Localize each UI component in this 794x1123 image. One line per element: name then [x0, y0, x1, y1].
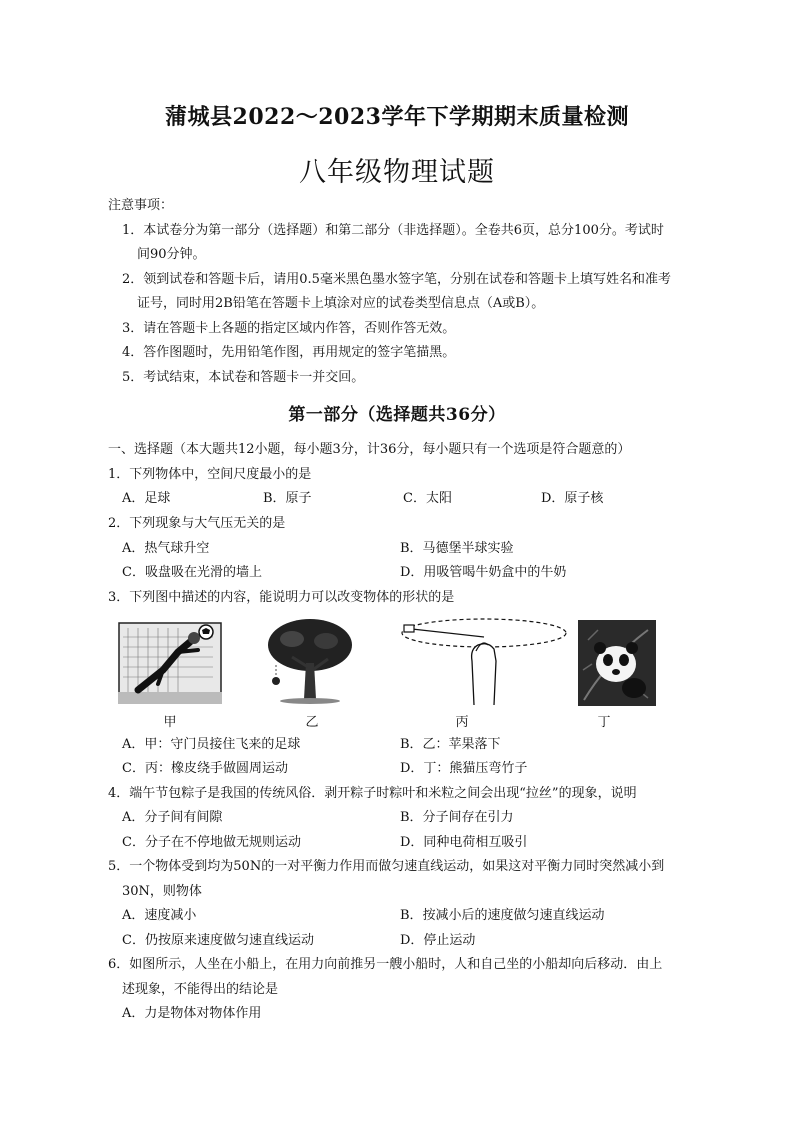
notice-item: 证号，同时用2B铅笔在答题卡上填涂对应的试卷类型信息点（A或B）。: [137, 296, 545, 311]
option-d: D．同种电荷相互吸引: [400, 835, 528, 850]
figure-caption: 乙: [305, 715, 319, 730]
option-d: D．原子核: [541, 491, 604, 506]
option-b: B．原子: [263, 491, 312, 506]
option-b: B．分子间存在引力: [400, 810, 514, 825]
question-stem-continued: 30N，则物体: [122, 884, 202, 899]
figure-caption: 丙: [455, 715, 469, 730]
option-d: D．停止运动: [400, 933, 476, 948]
option-c: C．吸盘吸在光滑的墙上: [122, 565, 262, 580]
question-stem-continued: 述现象，不能得出的结论是: [122, 982, 279, 997]
option-a: A．热气球升空: [122, 541, 210, 556]
figure-caption: 丁: [597, 715, 611, 730]
question-stem: 3．下列图中描述的内容，能说明力可以改变物体的形状的是: [108, 590, 455, 605]
notice-item: 1．本试卷分为第一部分（选择题）和第二部分（非选择题）。全卷共6页，总分100分。考试时: [122, 223, 664, 238]
notice-heading: 注意事项：: [108, 198, 174, 213]
notice-item: 2．领到试卷和答题卡后，请用0.5毫米黑色墨水签字笔，分别在试卷和答题卡上填写姓名和准考: [122, 272, 671, 287]
part1-title: 第一部分（选择题共36分）: [288, 405, 506, 425]
option-a: A．足球: [122, 491, 171, 506]
notice-item: 5．考试结束，本试卷和答题卡一并交回。: [122, 370, 365, 385]
option-a: A．分子间有间隙: [122, 810, 223, 825]
question-stem: 6．如图所示，人坐在小船上，在用力向前推另一艘小船时，人和自己坐的小船却向后移动．由上: [108, 957, 663, 972]
exam-subtitle: 八年级物理试题: [299, 157, 495, 188]
option-b: B．乙：苹果落下: [400, 737, 501, 752]
question-stem: 5．一个物体受到均为50N的一对平衡力作用而做匀速直线运动，如果这对平衡力同时突然减小到: [108, 859, 665, 874]
apple-tree-figure: [262, 617, 354, 705]
notice-item: 3．请在答题卡上各题的指定区域内作答，否则作答无效。: [122, 321, 456, 336]
option-a: A．力是物体对物体作用: [122, 1006, 262, 1021]
notice-item: 间90分钟。: [137, 247, 206, 262]
option-d: D．用吸管喝牛奶盒中的牛奶: [400, 565, 567, 580]
question-stem: 2．下列现象与大气压无关的是: [108, 516, 286, 531]
question-stem: 4．端午节包粽子是我国的传统风俗．剥开粽子时粽叶和米粒之间会出现“拉丝”的现象，说明: [108, 786, 637, 801]
option-a: A．甲：守门员接住飞来的足球: [122, 737, 301, 752]
option-a: A．速度减小: [122, 908, 197, 923]
option-b: B．马德堡半球实验: [400, 541, 514, 556]
notice-item: 4．答作图题时，先用铅笔作图，再用规定的签字笔描黑。: [122, 345, 456, 360]
question-stem: 1．下列物体中，空间尺度最小的是: [108, 467, 312, 482]
part1-instruction: 一、选择题（本大题共12小题，每小题3分，计36分，每小题只有一个选项是符合题意的）: [108, 442, 631, 457]
panda-figure: [578, 620, 656, 706]
figure-caption: 甲: [163, 715, 177, 730]
option-c: C．丙：橡皮绕手做圆周运动: [122, 761, 288, 776]
option-c: C．分子在不停地做无规则运动: [122, 835, 301, 850]
option-b: B．按减小后的速度做匀速直线运动: [400, 908, 605, 923]
option-c: C．太阳: [403, 491, 452, 506]
exam-title: 蒲城县2022～2023学年下学期期末质量检测: [165, 104, 629, 130]
goalkeeper-figure: [118, 622, 222, 704]
circular-motion-figure: [398, 615, 570, 707]
option-c: C．仍按原来速度做匀速直线运动: [122, 933, 314, 948]
option-d: D．丁：熊猫压弯竹子: [400, 761, 528, 776]
